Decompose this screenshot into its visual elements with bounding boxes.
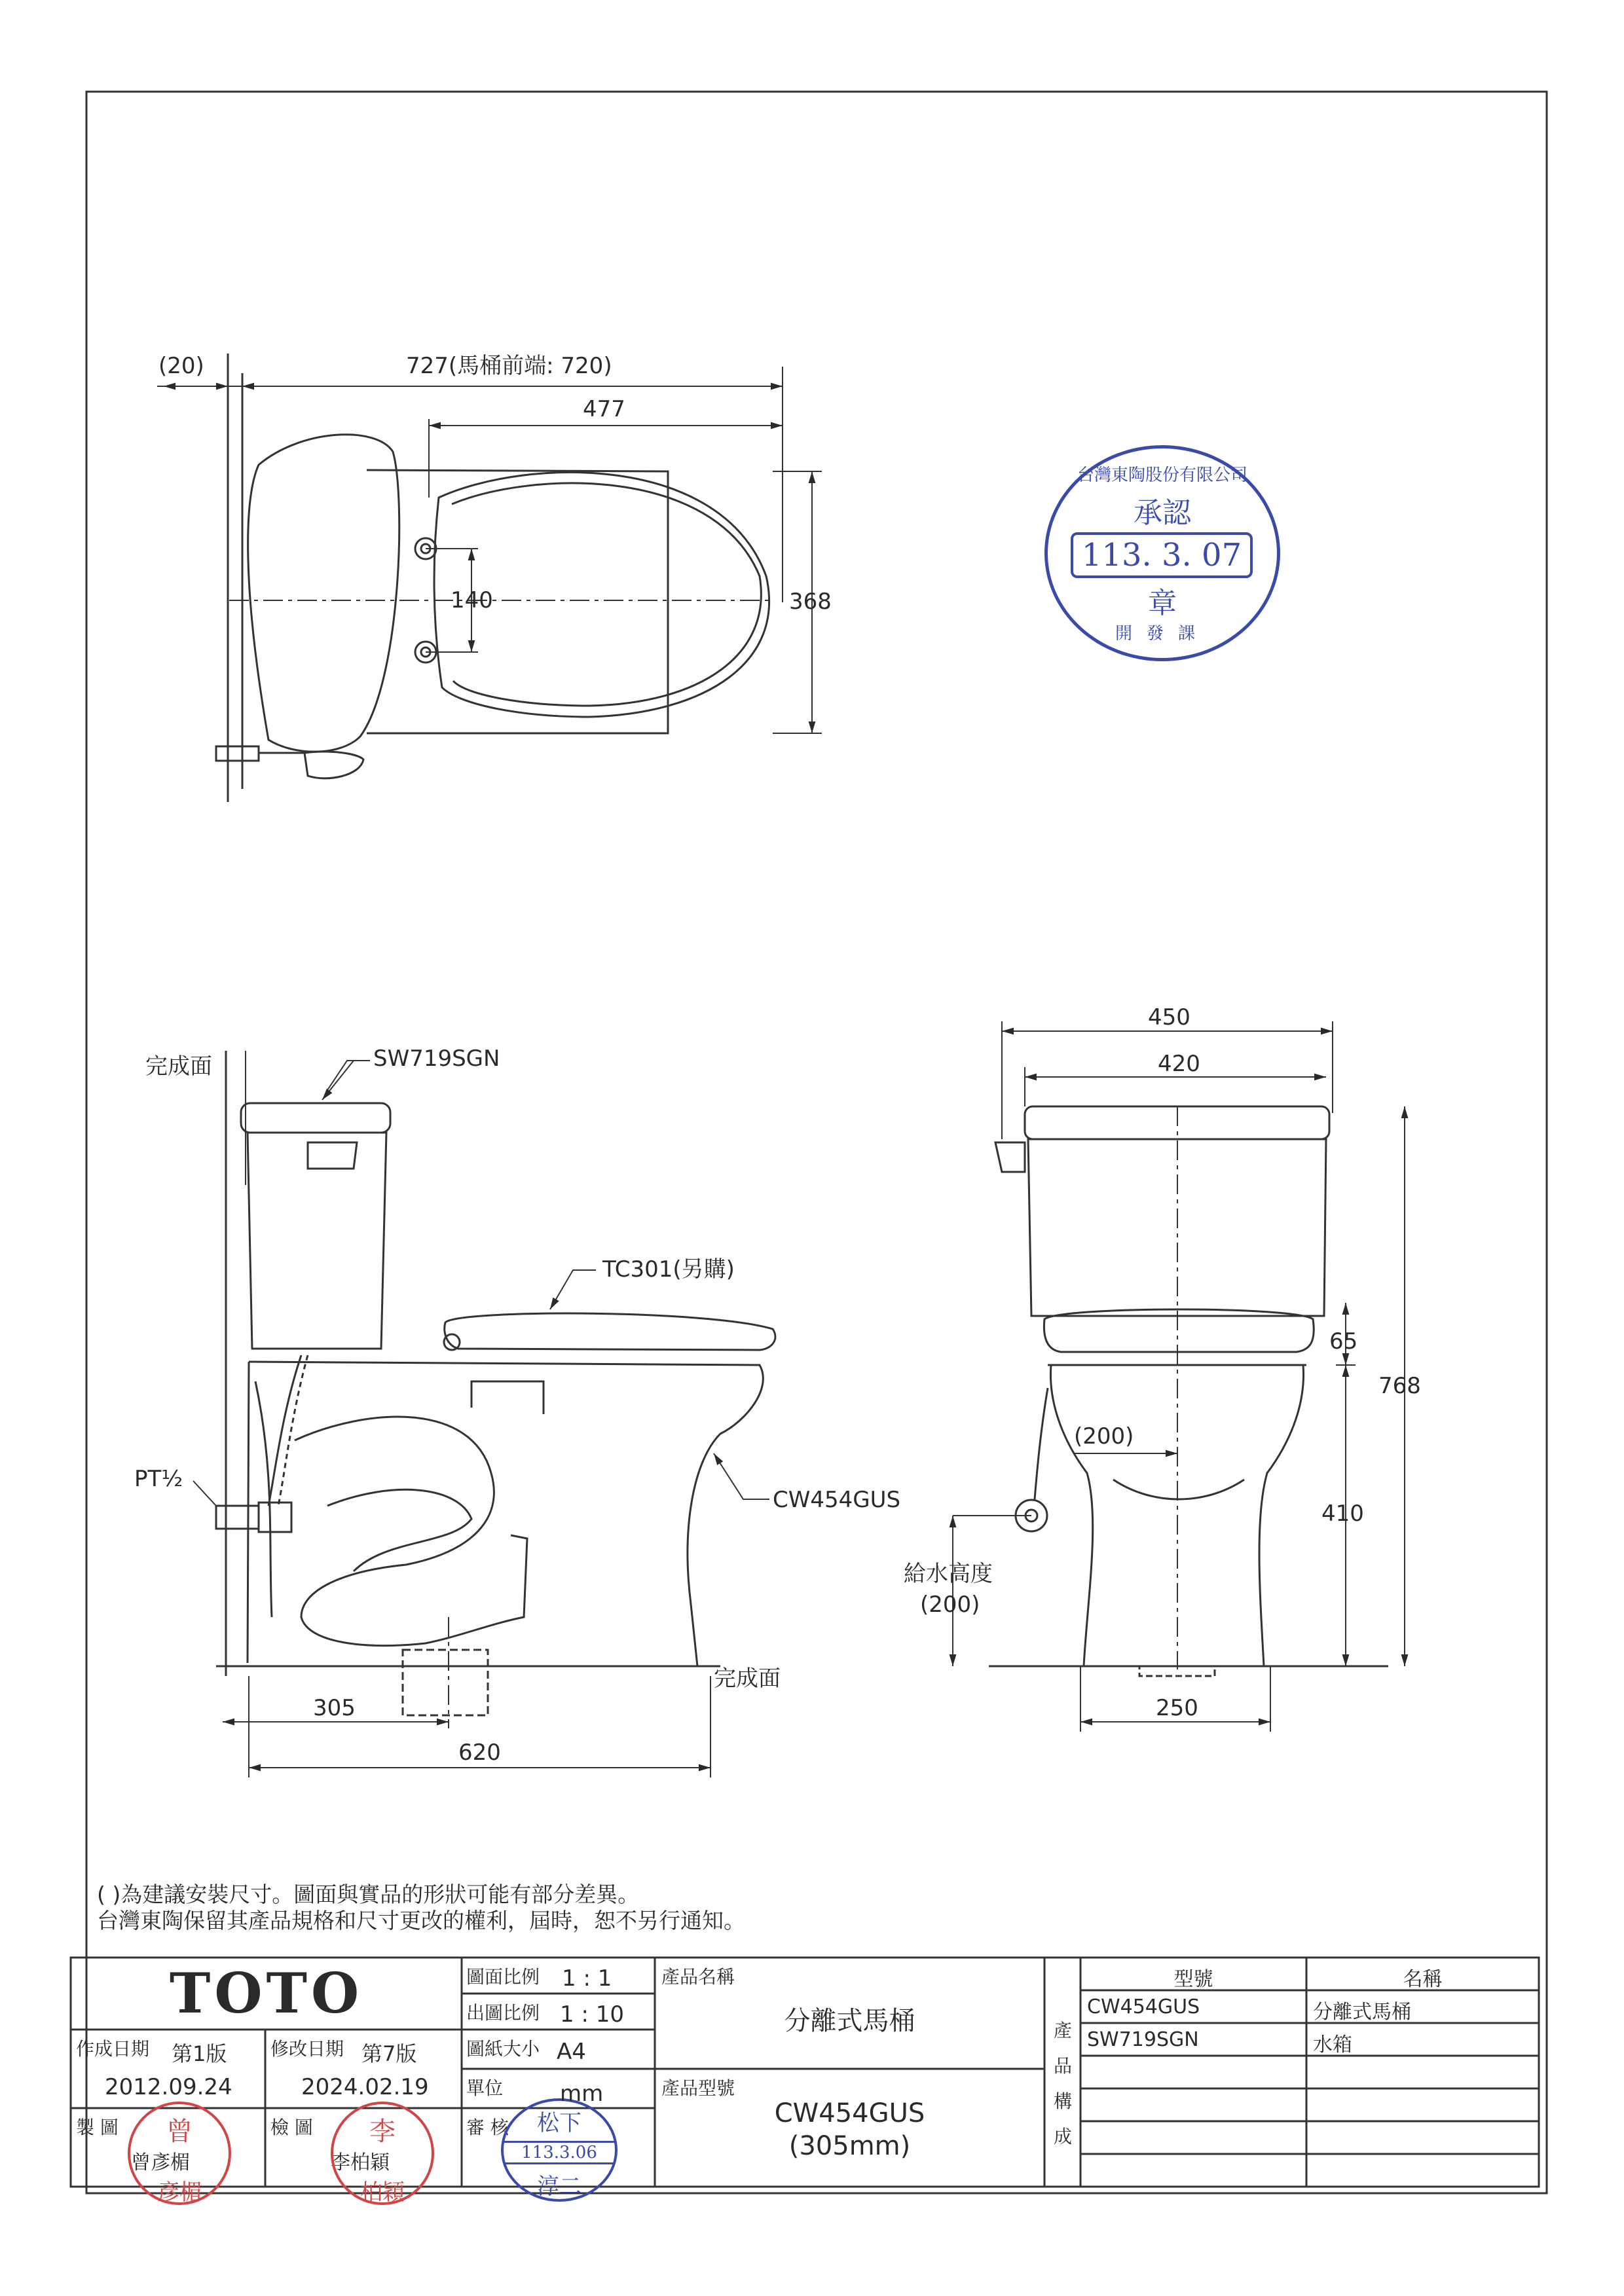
seat-model-label: TC301(另購)	[602, 1256, 735, 1283]
dim-450: 450	[1148, 1004, 1190, 1030]
created-version: 第1版	[172, 2041, 227, 2066]
revised-version: 第7版	[361, 2041, 417, 2066]
unit-label: 單位	[466, 2077, 504, 2099]
checked-label: 檢 圖	[270, 2117, 313, 2138]
dim-410: 410	[1321, 1501, 1364, 1527]
drawn-stamp-bottom: 彥楣	[157, 2179, 202, 2206]
table-row-1-model: CW454GUS	[1087, 1995, 1200, 2018]
dim-768: 768	[1378, 1373, 1421, 1399]
unit-value: mm	[560, 2081, 604, 2107]
tank-model-label: SW719SGN	[373, 1046, 500, 1072]
checked-name: 李柏穎	[331, 2151, 390, 2174]
approved-stamp-bottom: 淳二	[537, 2174, 581, 2200]
dim-140: 140	[451, 587, 493, 613]
created-label: 作成日期	[76, 2038, 150, 2060]
dim-250: 250	[1156, 1695, 1198, 1721]
approved-label: 審 核	[466, 2117, 509, 2138]
dim-477: 477	[583, 396, 625, 422]
scale-label: 圖面比例	[466, 1966, 540, 1988]
approved-stamp	[501, 2098, 618, 2202]
table-header-model: 型號	[1173, 1968, 1213, 1991]
dim-65: 65	[1329, 1328, 1358, 1355]
dim-368: 368	[789, 589, 832, 615]
table-header-name: 名稱	[1403, 1968, 1443, 1991]
product-model: CW454GUS	[774, 2098, 925, 2128]
print-scale-label: 出圖比例	[466, 2002, 540, 2024]
supply-height-label: 給水高度	[904, 1561, 993, 1587]
supply-height-value: (200)	[920, 1592, 980, 1618]
approval-stamp-date: 113. 3. 07	[1071, 532, 1253, 578]
composition-label: 產 品 構 成	[1053, 2020, 1072, 2147]
revised-label: 修改日期	[270, 2038, 344, 2060]
table-row-2-name: 水箱	[1313, 2033, 1352, 2056]
scale-value: 1 : 1	[562, 1965, 612, 1992]
approval-stamp	[1044, 445, 1280, 661]
dim-420: 420	[1158, 1051, 1200, 1077]
pt-label: PT½	[134, 1466, 183, 1492]
print-scale-value: 1 : 10	[560, 2001, 624, 2028]
dim-200-supply: (200)	[1074, 1423, 1134, 1449]
paper-label: 圖紙大小	[466, 2038, 540, 2060]
product-name-label: 產品名稱	[661, 1966, 735, 1988]
approved-stamp-top: 松下	[537, 2110, 581, 2136]
bowl-model-label: CW454GUS	[773, 1487, 901, 1513]
finish-face-bottom: 完成面	[714, 1666, 781, 1692]
drawn-name: 曾彥楣	[131, 2151, 190, 2174]
note-line-1: ( )為建議安裝尺寸。圖面與實品的形狀可能有部分差異。	[97, 1882, 640, 1907]
dim-620: 620	[458, 1740, 501, 1766]
checked-stamp	[331, 2102, 434, 2205]
product-model-label: 產品型號	[661, 2077, 735, 2099]
side-view	[193, 1051, 775, 1777]
approval-stamp-dept: 開發課	[1115, 624, 1209, 644]
product-model-sub: (305mm)	[788, 2131, 911, 2161]
approval-stamp-seal: 章	[1148, 587, 1177, 620]
checked-stamp-top: 李	[369, 2117, 396, 2147]
toto-logo: TOTO	[169, 1961, 363, 2026]
created-date: 2012.09.24	[105, 2074, 232, 2100]
finish-face-top: 完成面	[145, 1053, 212, 1080]
checked-stamp-bottom: 柏穎	[360, 2179, 405, 2206]
approved-stamp-date: 113.3.06	[504, 2141, 615, 2164]
drawn-label: 製 圖	[76, 2117, 119, 2138]
paper-value: A4	[557, 2039, 586, 2065]
table-row-1-name: 分離式馬桶	[1313, 2001, 1411, 2024]
table-row-2-model: SW719SGN	[1087, 2028, 1199, 2051]
approval-stamp-company: 台灣東陶股份有限公司	[1077, 465, 1247, 485]
product-name: 分離式馬桶	[784, 2006, 915, 2036]
drawn-stamp-top: 曾	[166, 2117, 193, 2147]
front-view	[953, 1021, 1405, 1732]
approval-stamp-title: 承認	[1134, 496, 1191, 530]
dim-305: 305	[313, 1695, 356, 1721]
dim-727: 727(馬桶前端: 720)	[406, 353, 612, 379]
revised-date: 2024.02.19	[301, 2074, 429, 2100]
top-view	[157, 354, 822, 802]
drawn-stamp	[128, 2102, 231, 2205]
dim-20: (20)	[158, 353, 204, 379]
note-line-2: 台灣東陶保留其產品規格和尺寸更改的權利，屆時，恕不另行通知。	[97, 1908, 745, 1933]
